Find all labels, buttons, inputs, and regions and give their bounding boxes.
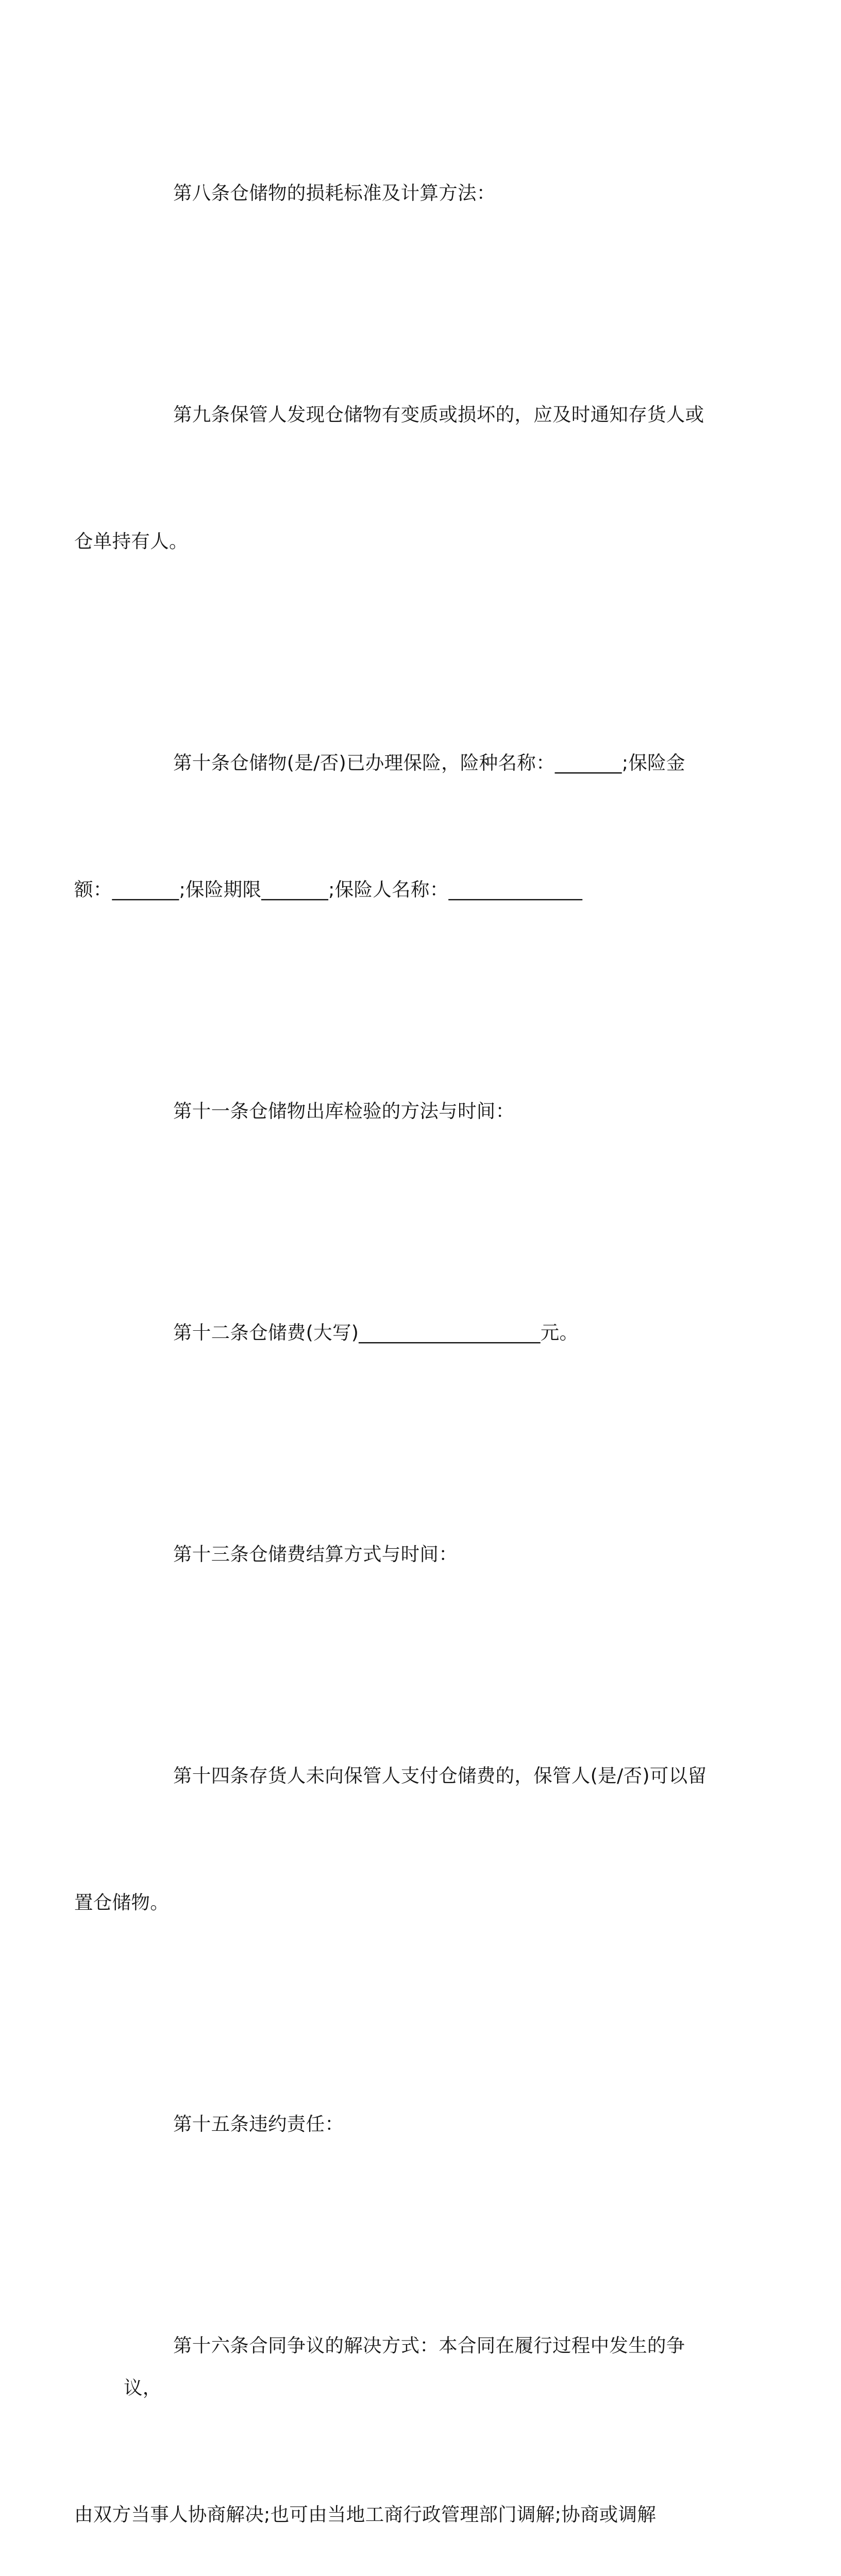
article-13-paragraph [124, 1449, 711, 1660]
article-12-line-1: 第十二条仓储费(大写)___________________元。 [173, 1321, 579, 1344]
article-9-line-1: 第九条保管人发现仓储物有变质或损坏的，应及时通知存货人或 [173, 403, 704, 426]
article-9-paragraph [74, 309, 711, 647]
article-14-line-1: 第十四条存货人未向保管人支付仓储费的，保管人(是/否)可以留 [173, 1765, 707, 1787]
document-body [74, 88, 711, 2576]
article-14-paragraph [74, 1670, 711, 2008]
article-10-line-1: 第十条仓储物(是/否)已办理保险，险种名称：_______;保险金 [173, 752, 685, 774]
article-15-paragraph [124, 2019, 711, 2230]
article-11-line-1: 第十一条仓储物出库检验的方法与时间： [173, 1100, 515, 1122]
article-13-line-1: 第十三条仓储费结算方式与时间： [173, 1543, 458, 1565]
article-15-line-1: 第十五条违约责任： [173, 2113, 344, 2135]
article-16-paragraph [74, 2240, 711, 2576]
article-12-paragraph [124, 1227, 711, 1438]
article-8-paragraph [124, 88, 711, 299]
article-16-line-2: 由双方当事人协商解决;也可由当地工商行政管理部门调解;协商或调解 [74, 2503, 657, 2526]
article-14-line-2: 置仓储物。 [74, 1891, 169, 1913]
article-9-line-2: 仓单持有人。 [74, 530, 188, 552]
article-10-paragraph [74, 657, 711, 995]
article-16-line-1: 第十六条合同争议的解决方式：本合同在履行过程中发生的争议， [124, 2334, 685, 2399]
article-10-line-2: 额：_______;保险期限_______;保险人名称：______________ [74, 878, 583, 901]
article-8-line-1: 第八条仓储物的损耗标准及计算方法： [173, 182, 496, 204]
article-11-paragraph [124, 1006, 711, 1217]
